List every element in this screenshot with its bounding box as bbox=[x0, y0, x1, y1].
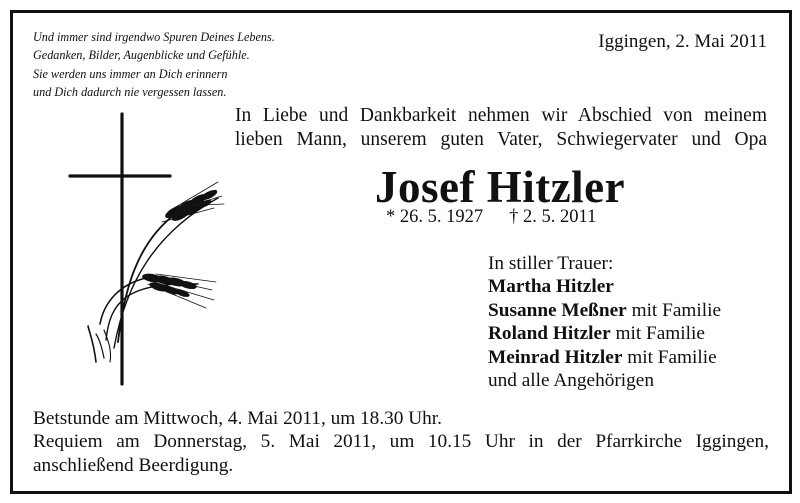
note-line: Requiem am Donnerstag, 5. Mai 2011, um 10.15 Uhr in der Pfarrkirche Iggingen, bbox=[33, 431, 769, 453]
death-date: † 2. 5. 2011 bbox=[509, 207, 597, 227]
intro-line: In Liebe und Dankbarkeit nehmen wir Abschied von meinem bbox=[235, 105, 767, 126]
mourner-name: Meinrad Hitzler bbox=[488, 346, 623, 368]
mourners-list bbox=[488, 252, 721, 392]
mourner-entry bbox=[488, 275, 721, 298]
farewell-intro bbox=[235, 104, 767, 152]
mourner-entry bbox=[488, 346, 721, 369]
mourners-closing: und alle Angehörigen bbox=[488, 370, 654, 392]
birth-date: * 26. 5. 1927 bbox=[386, 207, 484, 227]
mourner-name: Roland Hitzler bbox=[488, 323, 611, 345]
poem-line: Sie werden uns immer an Dich erinnern bbox=[33, 66, 228, 81]
mourners-heading: In stiller Trauer: bbox=[488, 253, 614, 274]
poem-line: Und immer sind irgendwo Spuren Deines Lebens. bbox=[33, 30, 275, 44]
place-date: Iggingen, 2. Mai 2011 bbox=[598, 31, 767, 52]
mourner-suffix: mit Familie bbox=[622, 346, 717, 368]
note-line: Betstunde am Mittwoch, 4. Mai 2011, um 18.30 Uhr. bbox=[33, 408, 442, 429]
poem-line: und Dich dadurch nie vergessen lassen. bbox=[33, 85, 227, 100]
deceased-name: Josef Hitzler bbox=[375, 162, 626, 212]
poem-line: Gedanken, Bilder, Augenblicke und Gefühle. bbox=[33, 48, 250, 63]
cross-with-wheat-icon bbox=[66, 112, 236, 388]
memorial-poem bbox=[33, 28, 275, 102]
mourner-name: Susanne Meßner bbox=[488, 299, 627, 321]
mourner-entry bbox=[488, 322, 721, 345]
mourner-name: Martha Hitzler bbox=[488, 276, 614, 298]
note-line: anschließend Beerdigung. bbox=[33, 454, 234, 476]
mourner-entry bbox=[488, 299, 721, 322]
service-notes bbox=[33, 407, 769, 477]
mourner-suffix: mit Familie bbox=[626, 299, 722, 321]
life-dates bbox=[386, 207, 622, 228]
intro-line: lieben Mann, unserem guten Vater, Schwiegervater und Opa bbox=[235, 129, 767, 150]
mourner-suffix: mit Familie bbox=[610, 323, 705, 345]
